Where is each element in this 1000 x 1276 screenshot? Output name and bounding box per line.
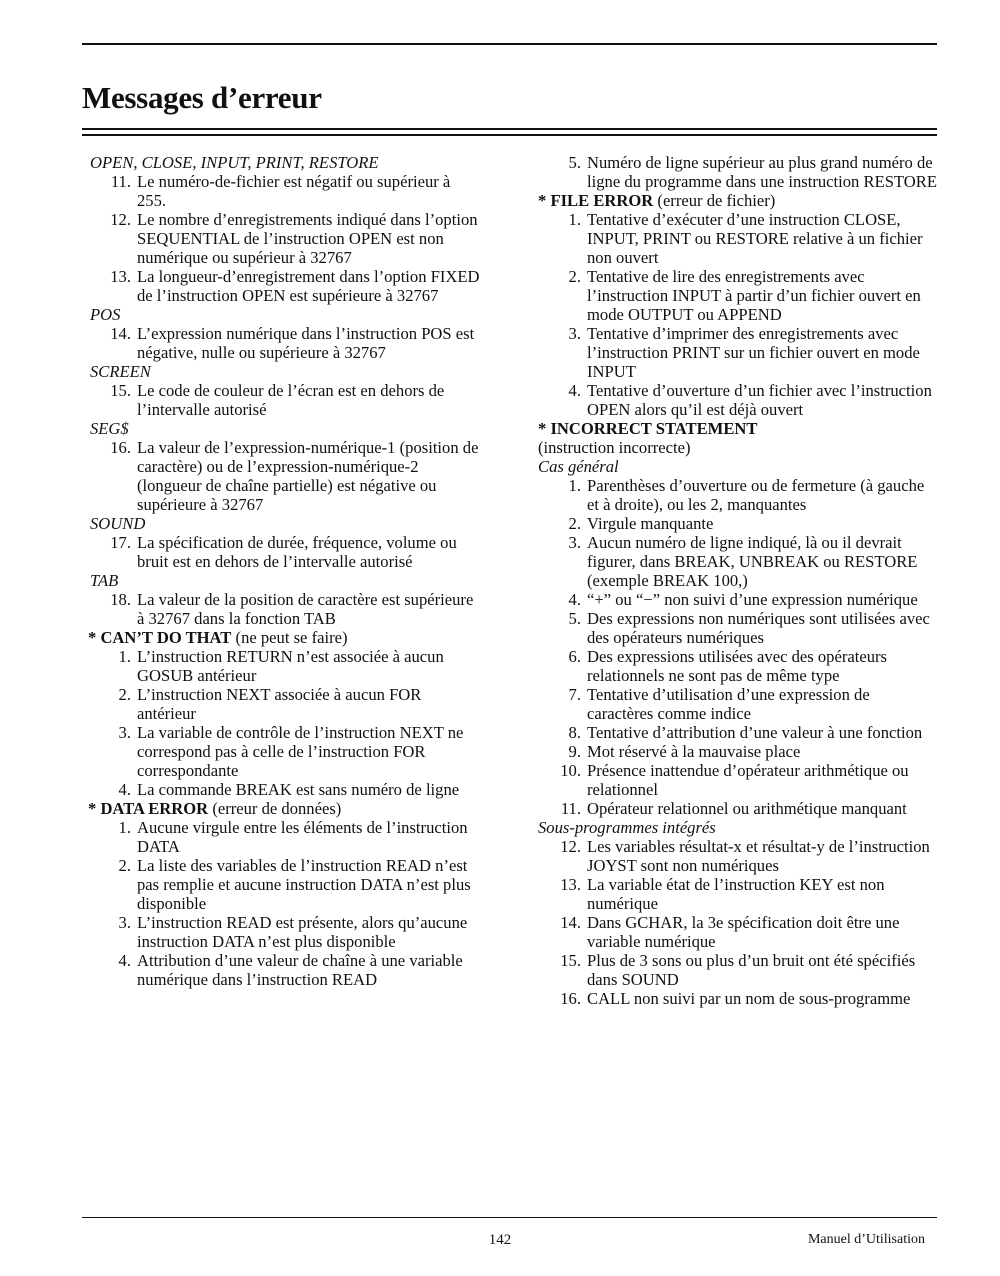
item-text: Parenthèses d’ouverture ou de fermeture (à gauche et à droite), ou les 2, manquantes xyxy=(587,476,925,514)
list-item xyxy=(88,438,483,514)
list-item xyxy=(538,324,938,381)
item-number: 4. xyxy=(118,951,131,970)
item-text: L’instruction NEXT associée à aucun FOR antérieur xyxy=(137,685,422,723)
error-name: CAN’T DO THAT xyxy=(100,628,232,647)
item-number: 9. xyxy=(568,742,581,761)
error-star: * xyxy=(88,799,101,818)
title-rule-lower xyxy=(82,134,937,136)
list-item xyxy=(538,951,938,989)
left-column xyxy=(88,153,483,989)
item-text: Tentative de lire des enregistrements avec l’instruction INPUT à partir d’un fichier ouvert en mode OUTPUT ou APPEND xyxy=(587,267,921,324)
list-item xyxy=(538,761,938,799)
item-number: 16. xyxy=(560,989,581,1008)
title-rule-upper xyxy=(82,128,937,130)
list-item xyxy=(88,647,483,685)
command-heading: TAB xyxy=(90,571,119,590)
item-text: Tentative d’imprimer des enregistrements avec l’instruction PRINT sur un fichier ouvert en mode INPUT xyxy=(587,324,920,381)
item-number: 1. xyxy=(568,210,581,229)
item-text: Plus de 3 sons ou plus d’un bruit ont été spécifiés dans SOUND xyxy=(587,951,916,989)
error-heading xyxy=(538,419,938,438)
item-number: 12. xyxy=(560,837,581,856)
item-number: 18. xyxy=(110,590,131,609)
item-text: Attribution d’une valeur de chaîne à une variable numérique dans l’instruction READ xyxy=(137,951,463,989)
item-text: Tentative d’exécuter d’une instruction CLOSE, INPUT, PRINT ou RESTORE relative à un fichier non ouvert xyxy=(587,210,923,267)
item-number: 7. xyxy=(568,685,581,704)
item-text: Aucun numéro de ligne indiqué, là ou il devrait figurer, dans BREAK, UNBREAK ou RESTORE (exemple BREAK 100,) xyxy=(587,533,918,590)
error-subtitle: (instruction incorrecte) xyxy=(538,438,691,457)
command-heading: SEG$ xyxy=(90,419,129,438)
item-number: 10. xyxy=(560,761,581,780)
list-item xyxy=(538,381,938,419)
list-item xyxy=(538,514,938,533)
item-text: L’instruction READ est présente, alors qu’aucune instruction DATA n’est plus disponible xyxy=(137,913,468,951)
list-item xyxy=(538,837,938,875)
item-text: Mot réservé à la mauvaise place xyxy=(587,742,801,761)
item-number: 8. xyxy=(568,723,581,742)
item-text: Tentative d’utilisation d’une expression de caractères comme indice xyxy=(587,685,870,723)
item-text: Tentative d’ouverture d’un fichier avec l’instruction OPEN alors qu’il est déjà ouvert xyxy=(587,381,932,419)
list-item xyxy=(88,856,483,913)
item-text: La spécification de durée, fréquence, volume ou bruit est en dehors de l’intervalle autorisé xyxy=(137,533,457,571)
list-item xyxy=(538,533,938,590)
item-text: Les variables résultat-x et résultat-y de l’instruction JOYST sont non numériques xyxy=(587,837,930,875)
item-number: 5. xyxy=(568,609,581,628)
item-text: Aucune virgule entre les éléments de l’instruction DATA xyxy=(137,818,468,856)
right-column xyxy=(538,153,938,1008)
item-text: La valeur de l’expression-numérique-1 (position de caractère) ou de l’expression-numérique-2 (longueur de chaîne partielle) est négative ou supérieure à 32767 xyxy=(137,438,479,514)
list-item xyxy=(538,267,938,324)
manual-name: Manuel d’Utilisation xyxy=(807,1232,925,1247)
error-name: FILE ERROR xyxy=(550,191,654,210)
error-description: (erreur de données) xyxy=(208,799,342,818)
item-text: L’instruction RETURN n’est associée à aucun GOSUB antérieur xyxy=(137,647,444,685)
item-number: 17. xyxy=(110,533,131,552)
list-item xyxy=(538,153,938,191)
list-item xyxy=(88,590,483,628)
item-number: 14. xyxy=(560,913,581,932)
item-number: 11. xyxy=(560,799,581,818)
item-text: “+” ou “−” non suivi d’une expression numérique xyxy=(587,590,918,609)
error-name: DATA ERROR xyxy=(100,799,209,818)
item-number: 2. xyxy=(118,685,131,704)
item-number: 11. xyxy=(110,172,131,191)
list-item xyxy=(88,172,483,210)
error-name: INCORRECT STATEMENT xyxy=(550,419,758,438)
list-item xyxy=(88,951,483,989)
item-text: La variable état de l’instruction KEY est non numérique xyxy=(587,875,885,913)
item-text: La liste des variables de l’instruction READ n’est pas remplie et aucune instruction DATA n’est plus disponible xyxy=(137,856,471,913)
item-number: 3. xyxy=(568,533,581,552)
item-number: 1. xyxy=(568,476,581,495)
list-item xyxy=(538,989,938,1008)
item-text: Dans GCHAR, la 3e spécification doit être une variable numérique xyxy=(587,913,900,951)
item-number: 2. xyxy=(568,514,581,533)
command-heading: SOUND xyxy=(90,514,146,533)
command-heading: Cas général xyxy=(538,457,619,476)
list-item xyxy=(538,590,938,609)
command-heading: SCREEN xyxy=(90,362,151,381)
list-item xyxy=(88,780,483,799)
item-text: Présence inattendue d’opérateur arithmétique ou relationnel xyxy=(587,761,909,799)
list-item xyxy=(88,210,483,267)
list-item xyxy=(88,267,483,305)
list-item xyxy=(538,913,938,951)
item-number: 6. xyxy=(568,647,581,666)
item-number: 15. xyxy=(560,951,581,970)
item-number: 1. xyxy=(118,647,131,666)
error-star: * xyxy=(538,419,551,438)
command-heading: Sous-programmes intégrés xyxy=(538,818,716,837)
error-star: * xyxy=(88,628,101,647)
item-number: 3. xyxy=(118,723,131,742)
item-number: 12. xyxy=(110,210,131,229)
top-rule xyxy=(82,43,937,45)
list-item xyxy=(88,324,483,362)
item-number: 14. xyxy=(110,324,131,343)
page-title: Messages d’erreur xyxy=(82,80,322,115)
item-number: 3. xyxy=(118,913,131,932)
item-text: La longueur-d’enregistrement dans l’option FIXED de l’instruction OPEN est supérieure à 32767 xyxy=(137,267,480,305)
list-item xyxy=(88,818,483,856)
item-text: L’expression numérique dans l’instruction POS est négative, nulle ou supérieure à 32767 xyxy=(137,324,475,362)
list-item xyxy=(88,533,483,571)
item-number: 4. xyxy=(568,381,581,400)
list-item xyxy=(538,742,938,761)
error-star: * xyxy=(538,191,551,210)
list-item xyxy=(88,685,483,723)
list-item xyxy=(538,609,938,647)
list-item xyxy=(538,685,938,723)
footer-rule xyxy=(82,1217,937,1218)
list-item xyxy=(538,210,938,267)
item-text: La valeur de la position de caractère est supérieure à 32767 dans la fonction TAB xyxy=(137,590,474,628)
list-item xyxy=(538,799,938,818)
item-number: 15. xyxy=(110,381,131,400)
error-description: (ne peut se faire) xyxy=(231,628,348,647)
command-heading: POS xyxy=(90,305,121,324)
list-item xyxy=(538,875,938,913)
error-heading xyxy=(88,628,483,647)
list-item xyxy=(88,913,483,951)
item-text: Tentative d’attribution d’une valeur à une fonction xyxy=(587,723,923,742)
item-number: 4. xyxy=(568,590,581,609)
item-text: Le numéro-de-fichier est négatif ou supérieur à 255. xyxy=(137,172,451,210)
item-number: 5. xyxy=(568,153,581,172)
command-heading: OPEN, CLOSE, INPUT, PRINT, RESTORE xyxy=(90,153,379,172)
item-text: Le code de couleur de l’écran est en dehors de l’intervalle autorisé xyxy=(137,381,445,419)
item-text: Le nombre d’enregistrements indiqué dans l’option SEQUENTIAL de l’instruction OPEN est non numérique ou supérieur à 32767 xyxy=(137,210,478,267)
list-item xyxy=(538,723,938,742)
list-item xyxy=(538,647,938,685)
item-number: 13. xyxy=(560,875,581,894)
item-number: 4. xyxy=(118,780,131,799)
page-number: 142 xyxy=(488,1232,512,1248)
item-text: La variable de contrôle de l’instruction NEXT ne correspond pas à celle de l’instruction FOR correspondante xyxy=(137,723,464,780)
list-item xyxy=(538,476,938,514)
error-heading xyxy=(88,799,483,818)
item-text: Opérateur relationnel ou arithmétique manquant xyxy=(587,799,907,818)
item-text: Des expressions non numériques sont utilisées avec des opérateurs numériques xyxy=(587,609,930,647)
item-number: 1. xyxy=(118,818,131,837)
item-number: 13. xyxy=(110,267,131,286)
item-text: CALL non suivi par un nom de sous-programme xyxy=(587,989,911,1008)
item-number: 2. xyxy=(118,856,131,875)
list-item xyxy=(88,723,483,780)
list-item xyxy=(88,381,483,419)
item-text: Virgule manquante xyxy=(587,514,714,533)
item-text: Numéro de ligne supérieur au plus grand numéro de ligne du programme dans une instruction RESTORE xyxy=(587,153,937,191)
item-text: Des expressions utilisées avec des opérateurs relationnels ne sont pas de même type xyxy=(587,647,887,685)
item-text: La commande BREAK est sans numéro de ligne xyxy=(137,780,460,799)
item-number: 3. xyxy=(568,324,581,343)
item-number: 16. xyxy=(110,438,131,457)
error-heading xyxy=(538,191,938,210)
error-description: (erreur de fichier) xyxy=(653,191,776,210)
item-number: 2. xyxy=(568,267,581,286)
